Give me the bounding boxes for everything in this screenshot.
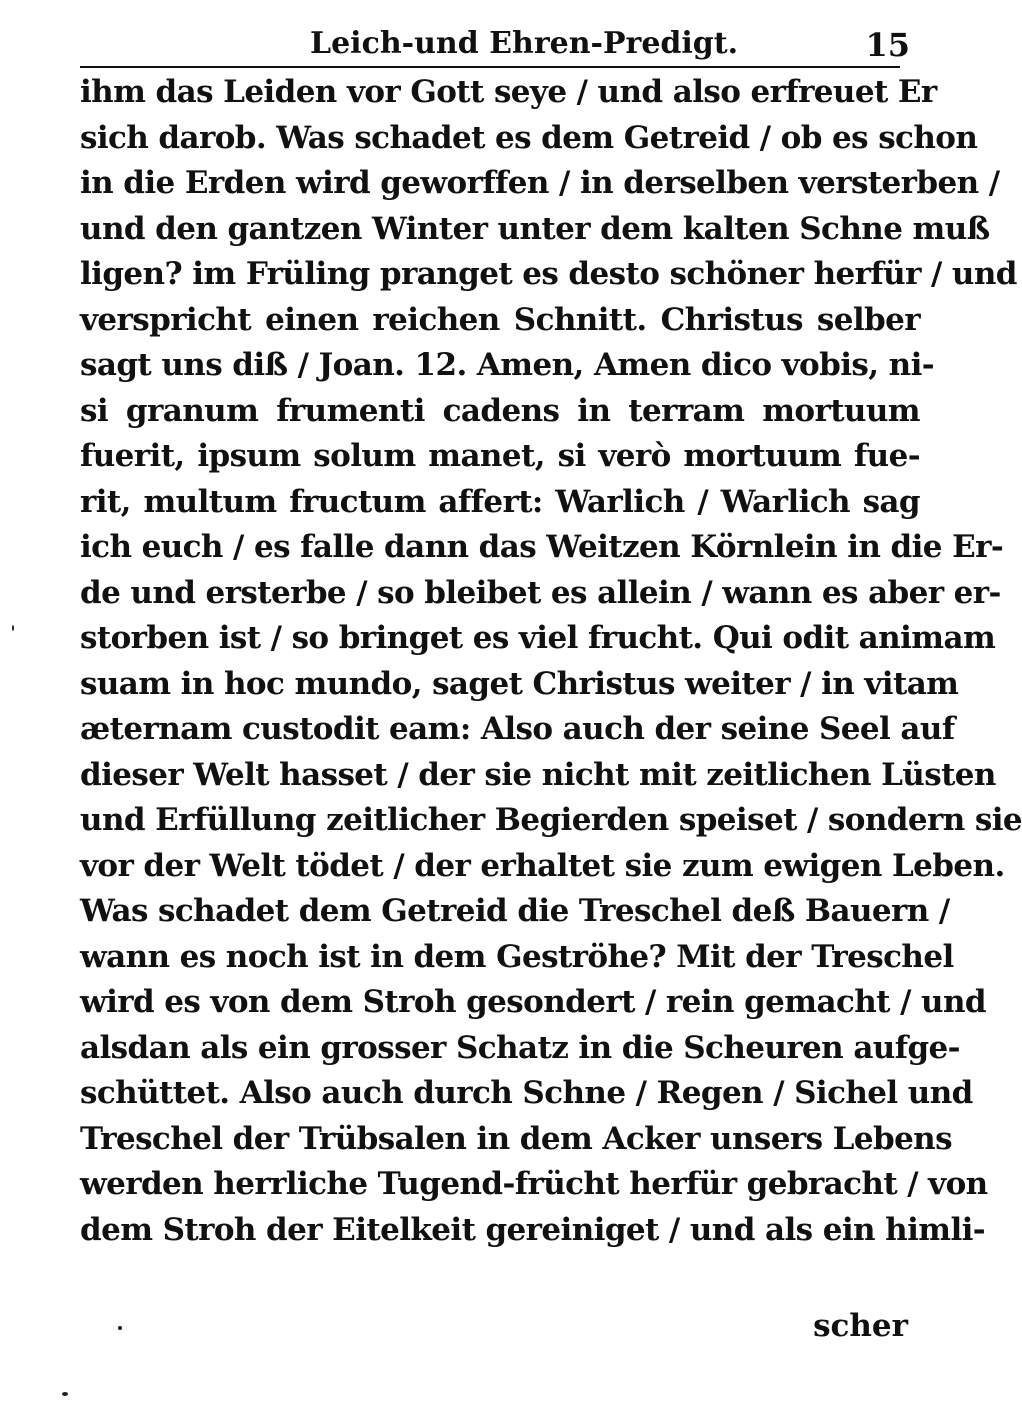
catchword: scher	[813, 1308, 908, 1344]
text-line: Treschel der Trübsalen in dem Acker unsers Lebens	[80, 1120, 952, 1157]
ink-speck	[12, 625, 14, 631]
ink-speck	[118, 1326, 122, 1330]
text-line: æternam custodit eam: Also auch der seine Seel auf	[80, 711, 955, 747]
text-line: wird es von dem Stroh gesondert / rein gemacht / und	[80, 984, 986, 1020]
text-line: si granum frumenti cadens in terram mortuum	[80, 392, 920, 429]
text-line: rit, multum fructum affert: Warlich / Warlich sag	[80, 483, 920, 520]
running-title: Leich-und Ehren-Predigt.	[310, 26, 739, 61]
text-line: dem Stroh der Eitelkeit gereiniget / und als ein himli-	[80, 1211, 986, 1248]
text-line: alsdan als ein grosser Schatz in die Scheuren aufge-	[80, 1029, 960, 1066]
body-text	[80, 70, 1022, 1253]
text-line: sich darob. Was schadet es dem Getreid / ob es schon	[80, 119, 978, 156]
text-line: ligen? im Früling pranget es desto schöner herfür / und	[80, 256, 1017, 292]
text-line: verspricht einen reichen Schnitt. Christus selber	[80, 301, 920, 338]
text-line: storben ist / so bringet es viel frucht. Qui odit animam	[80, 620, 996, 656]
text-line: dieser Welt hasset / der sie nicht mit zeitlichen Lüsten	[80, 756, 996, 793]
text-line: fuerit, ipsum solum manet, si verò mortuum fue-	[80, 438, 920, 474]
text-line: und den gantzen Winter unter dem kalten Schne muß	[80, 210, 990, 247]
text-line: ich euch / es falle dann das Weitzen Körnlein in die Er-	[80, 529, 1004, 565]
page-number: 15	[865, 26, 910, 64]
text-line: sagt uns diß / Joan. 12. Amen, Amen dico vobis, ni-	[80, 347, 935, 383]
text-line: ihm das Leiden vor Gott seye / und also erfreuet Er	[80, 74, 937, 110]
text-line: wann es noch ist in dem Geströhe? Mit der Treschel	[80, 938, 954, 975]
header-rule	[80, 66, 900, 68]
text-line: und Erfüllung zeitlicher Begierden speiset / sondern sie	[80, 802, 1022, 838]
text-line: in die Erden wird geworffen / in derselben versterben /	[80, 165, 1000, 201]
running-head	[80, 22, 920, 66]
text-line: schüttet. Also auch durch Schne / Regen / Sichel und	[80, 1075, 973, 1111]
text-line: de und ersterbe / so bleibet es allein / wann es aber er-	[80, 574, 1001, 611]
ink-speck	[62, 1392, 68, 1396]
text-line: vor der Welt tödet / der erhaltet sie zum ewigen Leben.	[80, 847, 1005, 884]
text-line: suam in hoc mundo, saget Christus weiter / in vitam	[80, 665, 959, 702]
text-line: Was schadet dem Getreid die Treschel deß Bauern /	[80, 893, 950, 929]
text-line: werden herrliche Tugend-frücht herfür gebracht / von	[80, 1166, 988, 1202]
